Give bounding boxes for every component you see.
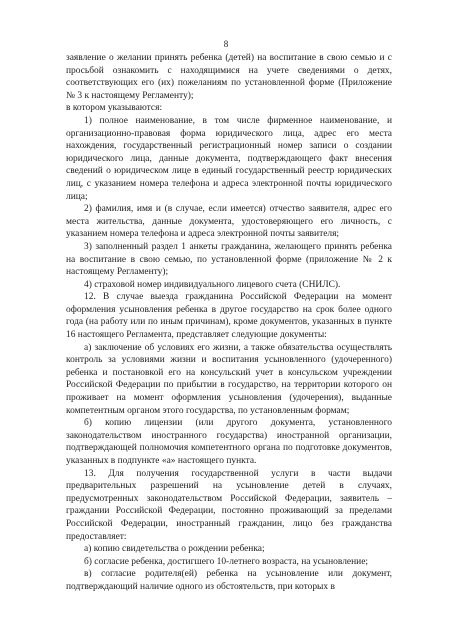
- list-item-1-legal-entity: 1) полное наименование, в том числе фирменное наименование, и организационно-правовая форма юридического лица, адрес его места нахождения, государственный регистрационный номер записи о создании юридического лица, данные документа, подтверждающего факт внесения сведений о юридическом лице в единый государственный реестр юридических лиц, с указанием номера телефона и адреса электронной почты юридического лица;: [66, 115, 392, 202]
- clause-12-item-b: б) копию лицензии (или другого документа, установленного законодательством иностранного государства) иностранной организации, подтверждающей полномочия компетентного органа по подготовке документов, указанных в подпункте «а» настоящего пункта.: [66, 418, 392, 466]
- paragraph-clause-13: 13. Для получения государственной услуги в части выдачи предварительных разрешений на усыновление детей в случаях, предусмотренных законодательством Российской Федерации, заявитель – граждании Российской Федерации, постоянно проживающий за пределами Российской Федерации, иностранный гражданин, лицо без гражданства предоставляет:: [66, 468, 392, 542]
- list-item-4-snils: 4) страховой номер индивидуального лицевого счета (СНИЛС).: [84, 279, 341, 290]
- list-item-2-applicant-name: 2) фамилия, имя и (в случае, если имеется) отчество заявителя, адрес его места жительства, данные документа, удостоверяющего его личность, с указанием номера телефона и адреса электронной почты заявителя;: [66, 204, 392, 240]
- clause-13-item-b: б) согласие ребенка, достигшего 10-летнего возраста, на усыновление;: [84, 556, 369, 567]
- page-number: 8: [223, 39, 229, 49]
- paragraph-application-statement: заявление о желании принять ребенка (детей) на воспитание в свою семью и с просьбой ознакомить с находящимися на учете сведениями о детях, соответствующих его (их) пожеланиям по установленной форме (Приложение № 3 к настоящему Регламенту);: [66, 53, 392, 101]
- list-item-3-questionnaire: 3) заполненный раздел 1 анкеты гражданина, желающего принять ребенка на воспитание в свою семью, по установленной форме (приложение № 2 к настоящему Регламенту);: [66, 241, 392, 278]
- clause-13-item-a: а) копию свидетельства о рождении ребенка;: [84, 544, 265, 555]
- document-body: [66, 52, 392, 594]
- clause-13-item-c: в) согласие родителя(ей) ребенка на усыновление или документ, подтверждающий наличие одного из обстоятельств, при которых в: [66, 569, 392, 592]
- clause-12-item-a: а) заключение об условиях его жизни, а также обязательства осуществлять контроль за условиями жизни и воспитания усыновленного (удочеренного) ребенка и постановкой его на консульский учет в консульском учреждении Российской Федерации по прибытии в государство, на территории которого он проживает на момент оформления усыновления (удочерения), выданные компетентным органом этого государства, по установленным формам;: [66, 342, 392, 416]
- paragraph-which-indicates: в котором указываются:: [66, 103, 163, 114]
- paragraph-clause-12: 12. В случае выезда гражданина Российской Федерации на момент оформления усыновления ребенка в другое государство на срок более одного года (на работу или по иным причинам), кроме документов, указанных в пункте 16 настоящего Регламента, представляет следующие документы:: [66, 292, 392, 341]
